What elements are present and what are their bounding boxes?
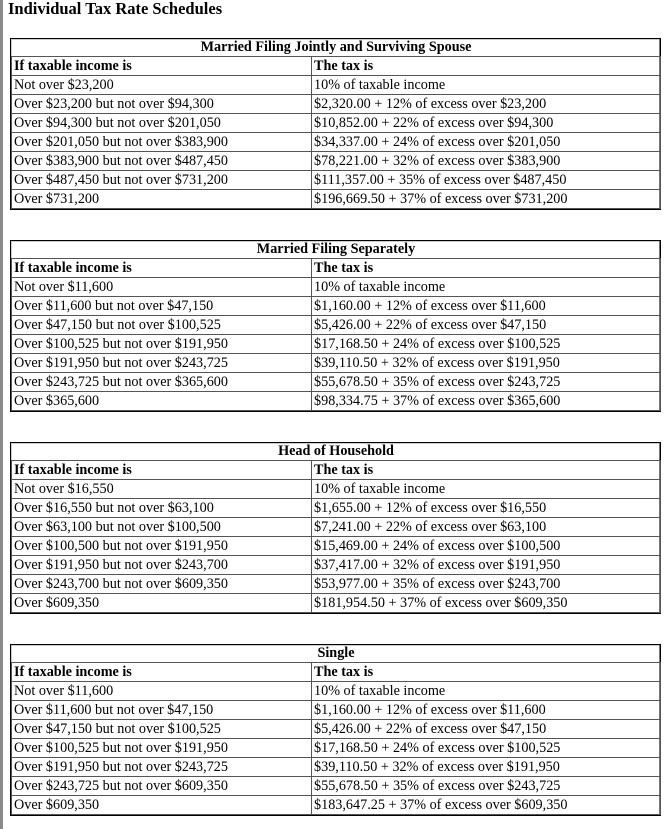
income-range: Over $23,200 but not over $94,300 [12, 95, 312, 114]
income-column-header: If taxable income is [12, 461, 312, 480]
table-row [12, 190, 661, 209]
income-range: Not over $23,200 [12, 76, 312, 95]
table-row [12, 297, 661, 316]
tax-formula: 10% of taxable income [312, 76, 661, 95]
tax-formula: $5,426.00 + 22% of excess over $47,150 [312, 316, 661, 335]
schedule-single [10, 644, 661, 816]
tax-table [11, 241, 661, 411]
table-row [12, 171, 661, 190]
table-row [12, 499, 661, 518]
tax-formula: $17,168.50 + 24% of excess over $100,525 [312, 739, 661, 758]
table-row [12, 701, 661, 720]
schedule-caption: Married Filing Separately [12, 241, 661, 259]
tax-formula: $183,647.25 + 37% of excess over $609,350 [312, 796, 661, 815]
tax-column-header: The tax is [312, 259, 661, 278]
income-column-header: If taxable income is [12, 259, 312, 278]
tax-formula: $53,977.00 + 35% of excess over $243,700 [312, 575, 661, 594]
table-row [12, 556, 661, 575]
tax-formula: $98,334.75 + 37% of excess over $365,600 [312, 392, 661, 411]
table-row [12, 354, 661, 373]
tax-formula: $39,110.50 + 32% of excess over $191,950 [312, 758, 661, 777]
tax-formula: $55,678.50 + 35% of excess over $243,725 [312, 777, 661, 796]
schedule-married-filing-separately [10, 240, 661, 412]
header-row [12, 461, 661, 480]
table-row [12, 480, 661, 499]
header-row [12, 663, 661, 682]
table-row [12, 720, 661, 739]
income-range: Over $731,200 [12, 190, 312, 209]
table-row [12, 575, 661, 594]
table-row [12, 114, 661, 133]
table-row [12, 76, 661, 95]
income-range: Over $11,600 but not over $47,150 [12, 701, 312, 720]
tax-formula: $196,669.50 + 37% of excess over $731,200 [312, 190, 661, 209]
income-column-header: If taxable income is [12, 663, 312, 682]
table-row [12, 335, 661, 354]
tax-formula: $39,110.50 + 32% of excess over $191,950 [312, 354, 661, 373]
tax-column-header: The tax is [312, 57, 661, 76]
income-range: Not over $11,600 [12, 278, 312, 297]
income-range: Over $365,600 [12, 392, 312, 411]
tax-formula: 10% of taxable income [312, 682, 661, 701]
table-row [12, 777, 661, 796]
tax-formula: $55,678.50 + 35% of excess over $243,725 [312, 373, 661, 392]
tax-table [11, 443, 661, 613]
income-range: Not over $16,550 [12, 480, 312, 499]
income-range: Over $201,050 but not over $383,900 [12, 133, 312, 152]
income-range: Over $94,300 but not over $201,050 [12, 114, 312, 133]
income-range: Over $243,700 but not over $609,350 [12, 575, 312, 594]
income-range: Over $100,525 but not over $191,950 [12, 739, 312, 758]
table-row [12, 316, 661, 335]
income-range: Over $191,950 but not over $243,700 [12, 556, 312, 575]
income-range: Over $47,150 but not over $100,525 [12, 720, 312, 739]
left-border-rule [0, 0, 3, 829]
tax-formula: $1,655.00 + 12% of excess over $16,550 [312, 499, 661, 518]
tax-formula: $7,241.00 + 22% of excess over $63,100 [312, 518, 661, 537]
income-range: Over $383,900 but not over $487,450 [12, 152, 312, 171]
tax-formula: $1,160.00 + 12% of excess over $11,600 [312, 297, 661, 316]
income-range: Over $243,725 but not over $609,350 [12, 777, 312, 796]
table-row [12, 152, 661, 171]
tax-formula: $15,469.00 + 24% of excess over $100,500 [312, 537, 661, 556]
tax-formula: $181,954.50 + 37% of excess over $609,350 [312, 594, 661, 613]
schedule-caption: Head of Household [12, 443, 661, 461]
table-row [12, 373, 661, 392]
income-range: Over $11,600 but not over $47,150 [12, 297, 312, 316]
tax-formula: $1,160.00 + 12% of excess over $11,600 [312, 701, 661, 720]
income-range: Over $191,950 but not over $243,725 [12, 758, 312, 777]
tax-formula: 10% of taxable income [312, 278, 661, 297]
income-range: Over $16,550 but not over $63,100 [12, 499, 312, 518]
schedule-caption: Married Filing Jointly and Surviving Spouse [12, 39, 661, 57]
tax-formula: $78,221.00 + 32% of excess over $383,900 [312, 152, 661, 171]
income-range: Over $63,100 but not over $100,500 [12, 518, 312, 537]
tax-column-header: The tax is [312, 461, 661, 480]
tax-formula: $10,852.00 + 22% of excess over $94,300 [312, 114, 661, 133]
income-range: Over $100,500 but not over $191,950 [12, 537, 312, 556]
tax-formula: $2,320.00 + 12% of excess over $23,200 [312, 95, 661, 114]
page-title: Individual Tax Rate Schedules [8, 0, 223, 18]
income-column-header: If taxable income is [12, 57, 312, 76]
tax-formula: $34,337.00 + 24% of excess over $201,050 [312, 133, 661, 152]
tax-formula: 10% of taxable income [312, 480, 661, 499]
schedule-married-filing-jointly [10, 38, 661, 210]
tax-column-header: The tax is [312, 663, 661, 682]
schedule-caption: Single [12, 645, 661, 663]
table-row [12, 278, 661, 297]
header-row [12, 57, 661, 76]
header-row [12, 259, 661, 278]
table-row [12, 796, 661, 815]
tax-table [11, 645, 661, 815]
table-row [12, 537, 661, 556]
income-range: Not over $11,600 [12, 682, 312, 701]
table-row [12, 133, 661, 152]
table-row [12, 739, 661, 758]
table-row [12, 594, 661, 613]
tax-formula: $5,426.00 + 22% of excess over $47,150 [312, 720, 661, 739]
income-range: Over $100,525 but not over $191,950 [12, 335, 312, 354]
table-row [12, 518, 661, 537]
income-range: Over $609,350 [12, 594, 312, 613]
table-row [12, 95, 661, 114]
income-range: Over $191,950 but not over $243,725 [12, 354, 312, 373]
table-row [12, 392, 661, 411]
tax-formula: $111,357.00 + 35% of excess over $487,450 [312, 171, 661, 190]
income-range: Over $609,350 [12, 796, 312, 815]
table-row [12, 758, 661, 777]
tax-formula: $37,417.00 + 32% of excess over $191,950 [312, 556, 661, 575]
tax-table [11, 39, 661, 209]
tax-formula: $17,168.50 + 24% of excess over $100,525 [312, 335, 661, 354]
income-range: Over $243,725 but not over $365,600 [12, 373, 312, 392]
schedule-head-of-household [10, 442, 661, 614]
table-row [12, 682, 661, 701]
income-range: Over $487,450 but not over $731,200 [12, 171, 312, 190]
income-range: Over $47,150 but not over $100,525 [12, 316, 312, 335]
